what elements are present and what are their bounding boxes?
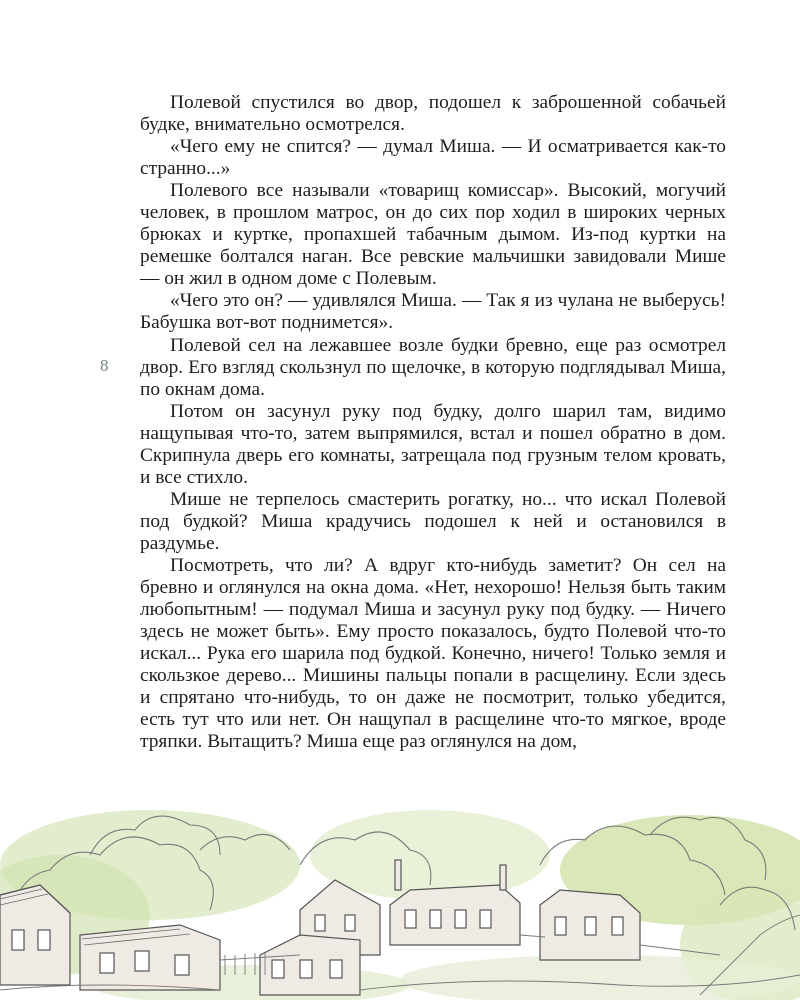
page-number: 8 bbox=[100, 356, 109, 375]
village-illustration bbox=[0, 795, 800, 1000]
paragraph-3: Полевого все называли «товарищ комиссар». Высокий, могучий человек, в прошлом матрос, он до сих пор ходил в широких черных брюках и куртке, пропахшей табачным дымом. Из-под куртки на ремешке болтался наган. Все ревские мальчишки завидовали Мише — он жил в одном доме с Полевым. bbox=[140, 180, 726, 290]
paragraph-6: Потом он засунул руку под будку, долго шарил там, видимо нащупывая что-то, затем выпрямился, встал и пошел обратно в дом. Скрипнула дверь его комнаты, затрещала под грузным телом кровать, и все стихло. bbox=[140, 400, 726, 488]
paragraph-7: Мише не терпелось смастерить рогатку, но... что искал Полевой под будкой? Миша крадучись подошел к ней и остановился в раздумье. bbox=[140, 488, 726, 554]
text-body bbox=[140, 92, 726, 753]
paragraph-5: Полевой сел на лежавшее возле будки бревно, еще раз осмотрел двор. Его взгляд скользнул по щелочке, в которую подглядывал Миша, по окнам дома. bbox=[140, 334, 726, 400]
house-right bbox=[540, 890, 640, 960]
paragraph-1: Полевой спустился во двор, подошел к заброшенной собачьей будке, внимательно осмотрелся. bbox=[140, 92, 726, 136]
paragraph-8: Посмотреть, что ли? А вдруг кто-нибудь заметит? Он сел на бревно и оглянулся на окна дома. «Нет, нехорошо! Нельзя быть таким любопытным! — подумал Миша и засунул руку под будку. — Ничего здесь не может быть». Ему просто показалось, будто Полевой что-то искал... Рука его шарила под будкой. Конечно, ничего! Только земля и скользкое дерево... Мишины пальцы попали в расщелину. Если здесь и спрятано что-нибудь, то он даже не посмотрит, только убедится, есть тут что или нет. Он нащупал в расщелине что-то мягкое, вроде тряпки. Вытащить? Миша еще раз оглянулся на дом, bbox=[140, 554, 726, 753]
paragraph-4: «Чего это он? — удивлялся Миша. — Так я из чулана не выберусь! Бабушка вот-вот поднимется». bbox=[140, 290, 726, 334]
paragraph-2: «Чего ему не спится? — думал Миша. — И осматривается как-то странно...» bbox=[140, 136, 726, 180]
